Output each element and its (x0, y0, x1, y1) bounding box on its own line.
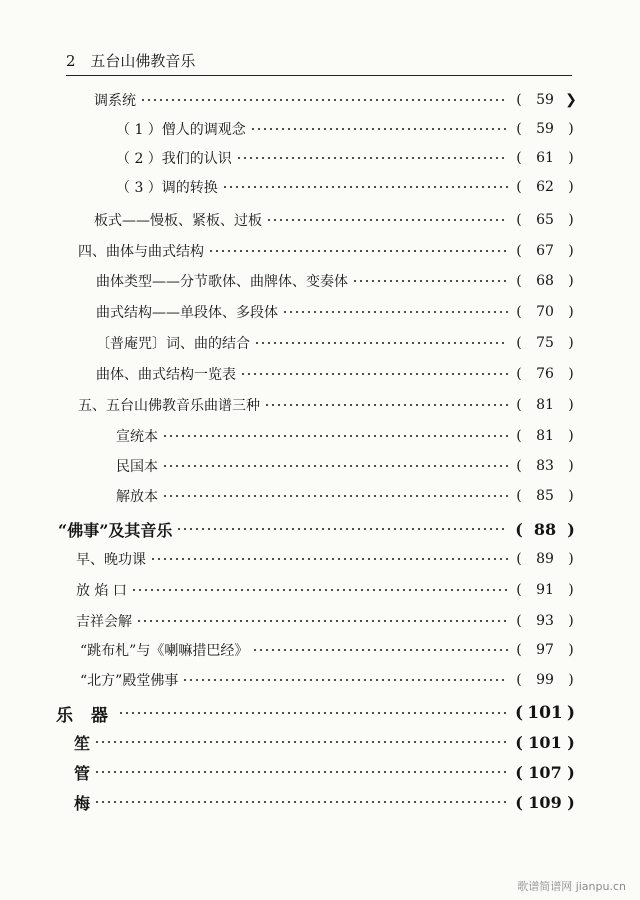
toc-entry-page: 83 (536, 458, 554, 474)
page-header (66, 50, 195, 71)
toc-open-paren: ( (516, 582, 522, 598)
toc-entry-page: 61 (536, 150, 554, 166)
toc-entry-title: 吉祥会解 (76, 614, 132, 630)
toc-dot-leader (162, 465, 508, 467)
toc-close-paren: ) (567, 762, 575, 782)
toc-dot-leader (94, 741, 508, 743)
toc-open-paren: ( (516, 92, 522, 108)
toc-entry[interactable] (78, 393, 578, 417)
toc-entry-title: （ 1 ）僧人的调观念 (116, 122, 246, 138)
toc-dot-leader (240, 373, 508, 375)
toc-entry[interactable] (58, 517, 578, 541)
toc-open-paren: ( (515, 762, 523, 782)
toc-close-paren: ) (568, 428, 574, 444)
toc-entry-title: 板式——慢板、紧板、过板 (94, 213, 262, 229)
toc-entry-page: 101 (527, 703, 563, 723)
toc-open-paren: ( (515, 732, 523, 752)
toc-entry-page: 67 (536, 243, 554, 259)
toc-dot-leader (150, 558, 508, 560)
toc-dot-leader (208, 250, 508, 252)
toc-dot-leader (176, 528, 508, 530)
toc-close-paren: ) (568, 672, 574, 688)
toc-entry-page: 75 (536, 335, 554, 351)
site-watermark: 歌谱简谱网 jianpu.cn (517, 880, 626, 893)
toc-entry-title: 曲式结构——单段体、多段体 (96, 305, 278, 321)
toc-close-paren: ) (568, 366, 574, 382)
toc-open-paren: ( (514, 703, 524, 723)
toc-entry-page: 59 (536, 121, 554, 137)
toc-close-paren: ) (567, 732, 575, 752)
toc-entry[interactable] (74, 760, 578, 784)
toc-open-paren: ( (516, 304, 522, 320)
toc-entry-title: 五、五台山佛教音乐曲谱三种 (78, 398, 260, 414)
toc-entry-page: 89 (536, 551, 554, 567)
toc-entry-page: 91 (536, 582, 554, 598)
toc-open-paren: ( (516, 179, 522, 195)
toc-entry-page: 68 (536, 273, 554, 289)
toc-entry-page: 93 (536, 613, 554, 629)
toc-entry-page: 101 (528, 732, 562, 752)
toc-open-paren: ( (516, 150, 522, 166)
toc-entry[interactable] (96, 300, 578, 324)
toc-dot-leader (222, 186, 508, 188)
toc-entry-title: 管 (74, 763, 91, 783)
toc-dot-leader (131, 589, 508, 591)
toc-entry-page: 65 (536, 212, 554, 228)
toc-dot-leader (352, 280, 508, 282)
toc-entry-title: 笙 (74, 733, 91, 753)
toc-close-paren: ) (568, 179, 574, 195)
toc-entry-title: 乐 器 (56, 705, 114, 726)
toc-open-paren: ( (515, 792, 523, 812)
toc-close-paren: ) (568, 212, 574, 228)
toc-open-paren: ( (516, 212, 522, 228)
toc-entry[interactable] (74, 790, 578, 814)
toc-dot-leader (162, 495, 508, 497)
toc-entry[interactable] (96, 331, 578, 355)
toc-entry[interactable] (94, 88, 578, 112)
toc-dot-leader (118, 712, 508, 714)
toc-entry[interactable] (56, 701, 578, 725)
toc-entry-title: “佛事”及其音乐 (58, 520, 173, 540)
toc-open-paren: ( (516, 458, 522, 474)
toc-open-paren: ( (515, 519, 523, 539)
toc-entry[interactable] (116, 424, 578, 448)
toc-dot-leader (266, 219, 508, 221)
toc-entry-title: 梅 (74, 793, 91, 813)
toc-entry-page: 85 (536, 488, 554, 504)
toc-dot-leader (254, 342, 508, 344)
toc-close-paren: ) (568, 458, 574, 474)
toc-entry[interactable] (116, 146, 578, 170)
toc-entry-title: 曲体类型——分节歌体、曲牌体、变奏体 (96, 274, 348, 290)
toc-dot-leader (236, 157, 508, 159)
toc-entry-title: 曲体、曲式结构一览表 (96, 367, 236, 383)
toc-open-paren: ( (516, 642, 522, 658)
toc-entry-title: 调系统 (94, 93, 136, 109)
toc-entry-title: “跳布札”与《喇嘛措巴经》 (80, 643, 249, 659)
toc-close-paren: ) (568, 273, 574, 289)
toc-dot-leader (94, 771, 508, 773)
toc-close-paren: ) (568, 121, 574, 137)
toc-entry[interactable] (80, 638, 578, 662)
toc-entry-page: 81 (536, 397, 554, 413)
toc-entry[interactable] (76, 609, 578, 633)
toc-open-paren: ( (516, 397, 522, 413)
toc-entry[interactable] (116, 484, 578, 508)
toc-entry-page: 97 (536, 642, 554, 658)
toc-entry[interactable] (116, 175, 578, 199)
toc-entry[interactable] (76, 578, 578, 602)
toc-entry[interactable] (74, 730, 578, 754)
header-rule (66, 75, 572, 76)
toc-entry-title: 早、晚功课 (76, 552, 146, 568)
toc-entry-title: “北方”殿堂佛事 (80, 673, 179, 689)
header-page-number: 2 (66, 52, 76, 70)
toc-entry-page: 109 (528, 792, 562, 812)
toc-entry-page: 107 (528, 762, 562, 782)
toc-open-paren: ( (516, 551, 522, 567)
toc-open-paren: ( (516, 488, 522, 504)
toc-close-paren: ❯ (565, 92, 577, 108)
toc-close-paren: ) (568, 582, 574, 598)
toc-dot-leader (250, 128, 508, 130)
toc-entry-title: 放 焰 口 (76, 583, 127, 599)
toc-entry-title: 解放本 (116, 489, 158, 505)
toc-entry-page: 81 (536, 428, 554, 444)
toc-close-paren: ) (566, 703, 576, 723)
book-title: 五台山佛教音乐 (90, 52, 196, 70)
toc-entry-title: 宣统本 (116, 429, 158, 445)
toc-entry[interactable] (96, 269, 578, 293)
toc-close-paren: ) (568, 304, 574, 320)
toc-entry[interactable] (94, 208, 578, 232)
toc-entry-title: 四、曲体与曲式结构 (78, 244, 204, 260)
toc-close-paren: ) (568, 642, 574, 658)
toc-entry-page: 88 (533, 519, 557, 539)
toc-open-paren: ( (516, 273, 522, 289)
toc-open-paren: ( (516, 243, 522, 259)
toc-entry-page: 76 (536, 366, 554, 382)
toc-close-paren: ) (567, 792, 575, 812)
toc-close-paren: ) (568, 551, 574, 567)
toc-entry-title: （ 3 ）调的转换 (116, 180, 218, 196)
toc-dot-leader (264, 404, 508, 406)
toc-close-paren: ) (568, 335, 574, 351)
toc-open-paren: ( (516, 366, 522, 382)
toc-dot-leader (94, 801, 508, 803)
toc-entry-page: 99 (536, 672, 554, 688)
toc-close-paren: ) (568, 243, 574, 259)
toc-dot-leader (282, 311, 508, 313)
toc-close-paren: ) (568, 488, 574, 504)
toc-dot-leader (252, 649, 508, 651)
toc-open-paren: ( (516, 121, 522, 137)
toc-dot-leader (136, 620, 508, 622)
toc-entry-page: 70 (536, 304, 554, 320)
toc-entry[interactable] (116, 117, 578, 141)
toc-entry-title: 民国本 (116, 459, 158, 475)
toc-entry-title: 〔普庵咒〕词、曲的结合 (96, 336, 250, 352)
toc-dot-leader (162, 435, 508, 437)
toc-entry-title: （ 2 ）我们的认识 (116, 151, 232, 167)
toc-entry[interactable] (116, 454, 578, 478)
toc-dot-leader (140, 99, 508, 101)
toc-open-paren: ( (516, 335, 522, 351)
toc-open-paren: ( (516, 613, 522, 629)
toc-close-paren: ) (568, 613, 574, 629)
toc-entry-page: 59 (536, 92, 554, 108)
toc-open-paren: ( (516, 672, 522, 688)
toc-entry-page: 62 (536, 179, 554, 195)
toc-close-paren: ) (568, 150, 574, 166)
toc-entry[interactable] (78, 239, 578, 263)
toc-entry[interactable] (76, 547, 578, 571)
toc-entry[interactable] (80, 668, 578, 692)
toc-close-paren: ) (568, 397, 574, 413)
toc-entry[interactable] (96, 362, 578, 386)
toc-open-paren: ( (516, 428, 522, 444)
toc-close-paren: ) (567, 519, 575, 539)
toc-dot-leader (182, 679, 508, 681)
